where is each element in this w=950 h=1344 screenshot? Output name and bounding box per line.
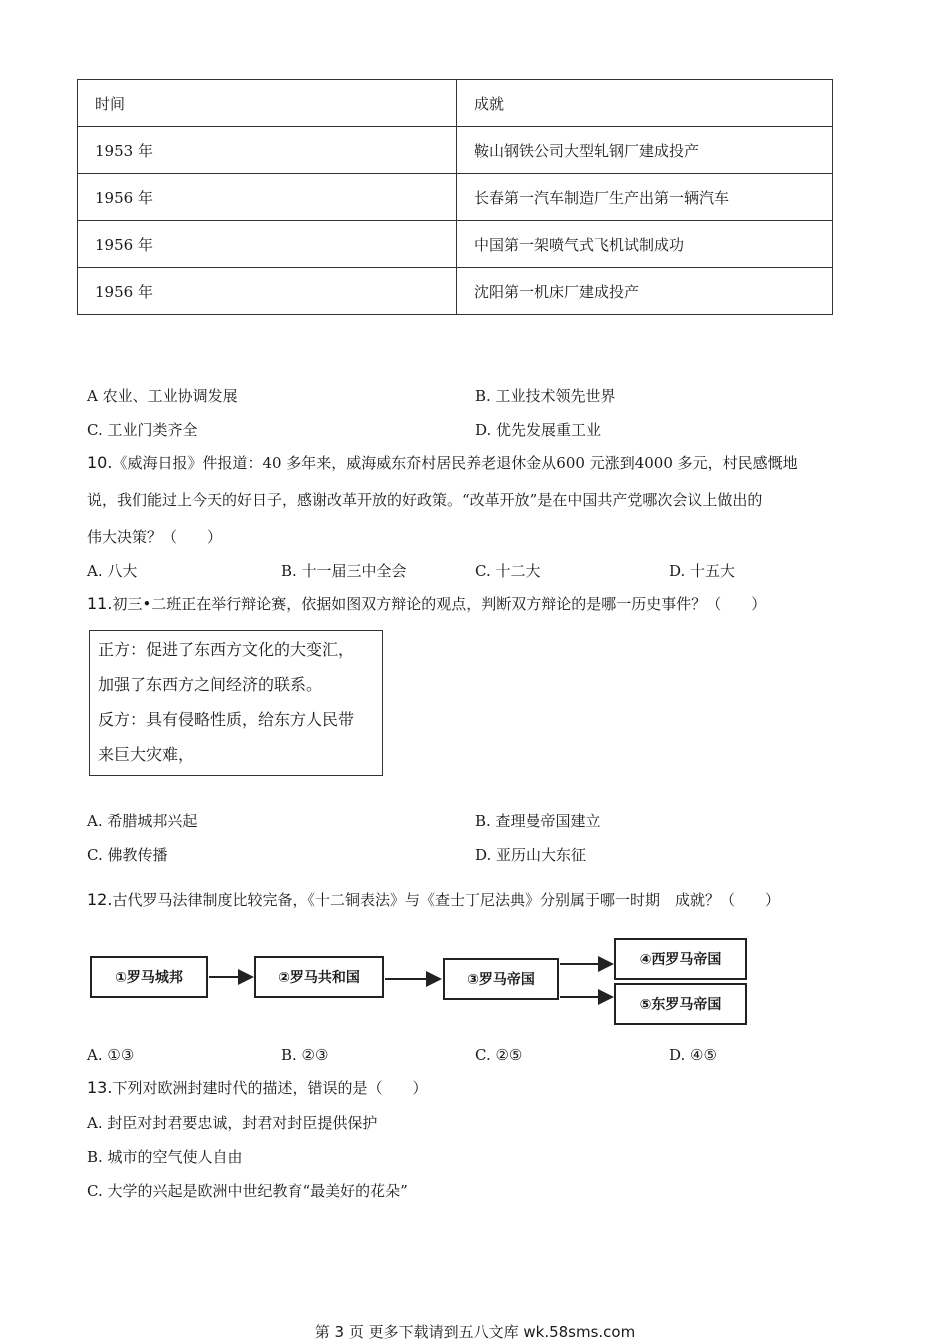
table-cell-year: 1956 年 (78, 221, 457, 268)
q13-option-b: B. 城市的空气使人自由 (87, 1148, 243, 1166)
table-cell-year: 1956 年 (78, 174, 457, 221)
q9-option-b: B. 工业技术领先世界 (475, 387, 616, 405)
table-row (78, 268, 833, 315)
page-footer: 第 3 页 更多下载请到五八文库 wk.58sms.com (314, 1323, 636, 1341)
q10-option-c: C. 十二大 (475, 562, 541, 580)
table-cell-achievement: 中国第一架喷气式飞机试制成功 (457, 221, 833, 268)
question-text: 下列对欧洲封建时代的描述，错误的是（ ） (112, 1079, 428, 1097)
table-header-cell: 成就 (457, 80, 833, 127)
q10-option-d: D. 十五大 (669, 562, 736, 580)
question-12-stem (87, 890, 780, 910)
question-text: 初三•二班正在举行辩论赛，依据如图双方辩论的观点，判断双方辩论的是哪一历史事件？（ ） (112, 595, 767, 613)
q10-option-b: B. 十一届三中全会 (281, 562, 407, 580)
table-cell-year: 1956 年 (78, 268, 457, 315)
flow-box-western-roman-empire: ④西罗马帝国 (614, 938, 747, 980)
debate-line: 反方：具有侵略性质，给东方人民带 (98, 710, 355, 729)
flow-box-roman-city-state: ①罗马城邦 (90, 956, 208, 998)
q12-option-d: D. ④⑤ (669, 1046, 717, 1064)
q12-option-b: B. ②③ (281, 1046, 329, 1064)
q9-option-c: C. 工业门类齐全 (87, 421, 198, 439)
question-10-line-1 (87, 453, 798, 473)
q13-option-a: A. 封臣对封君要忠诚，封君对封臣提供保护 (87, 1114, 378, 1132)
question-number: 12. (87, 890, 113, 909)
table-row (78, 174, 833, 221)
question-13-stem (87, 1078, 427, 1098)
q9-option-a: A 农业、工业协调发展 (87, 387, 238, 405)
table-cell-achievement: 鞍山钢铁公司大型轧钢厂建成投产 (457, 127, 833, 174)
table-cell-achievement: 沈阳第一机床厂建成投产 (457, 268, 833, 315)
q10-option-a: A. 八大 (87, 562, 138, 580)
flow-box-roman-empire: ③罗马帝国 (443, 958, 559, 1000)
table-header-cell: 时间 (78, 80, 457, 127)
q13-option-c: C. 大学的兴起是欧洲中世纪教育“最美好的花朵” (87, 1182, 408, 1200)
table-cell-year: 1953 年 (78, 127, 457, 174)
debate-line: 正方：促进了东西方文化的大变汇， (98, 640, 355, 659)
q11-option-c: C. 佛教传播 (87, 846, 168, 864)
q11-option-a: A. 希腊城邦兴起 (87, 812, 198, 830)
table-cell-achievement: 长春第一汽车制造厂生产出第一辆汽车 (457, 174, 833, 221)
question-text: 古代罗马法律制度比较完备，《十二铜表法》与《查士丁尼法典》分别属于哪一时期 成就？（ ） (112, 891, 780, 909)
q11-option-d: D. 亚历山大东征 (475, 846, 587, 864)
flow-box-roman-republic: ②罗马共和国 (254, 956, 384, 998)
question-number: 10. (87, 453, 113, 472)
q11-option-b: B. 查理曼帝国建立 (475, 812, 601, 830)
debate-line: 加强了东西方之间经济的联系。 (98, 675, 323, 694)
table-row (78, 127, 833, 174)
q12-option-a: A. ①③ (87, 1046, 135, 1064)
question-10-line-2: 说，我们能过上今天的好日子，感谢改革开放的好政策。“改革开放”是在中国共产党哪次会议上做出的 (87, 491, 763, 509)
debate-box (89, 630, 383, 776)
flow-box-eastern-roman-empire: ⑤东罗马帝国 (614, 983, 747, 1025)
question-text: 《威海日报》件报道：40 多年来，威海威东夼村居民养老退休金从600 元涨到4000 多元，村民感慨地 (112, 454, 798, 472)
debate-line: 来巨大灾难， (98, 745, 195, 764)
question-number: 13. (87, 1078, 113, 1097)
table-header-row (78, 80, 833, 127)
q12-option-c: C. ②⑤ (475, 1046, 523, 1064)
q9-option-d: D. 优先发展重工业 (475, 421, 602, 439)
question-number: 11. (87, 594, 113, 613)
table-row (78, 221, 833, 268)
question-10-line-3: 伟大决策？（ ） (87, 528, 223, 546)
question-11-stem (87, 594, 766, 614)
achievements-table (77, 79, 833, 315)
